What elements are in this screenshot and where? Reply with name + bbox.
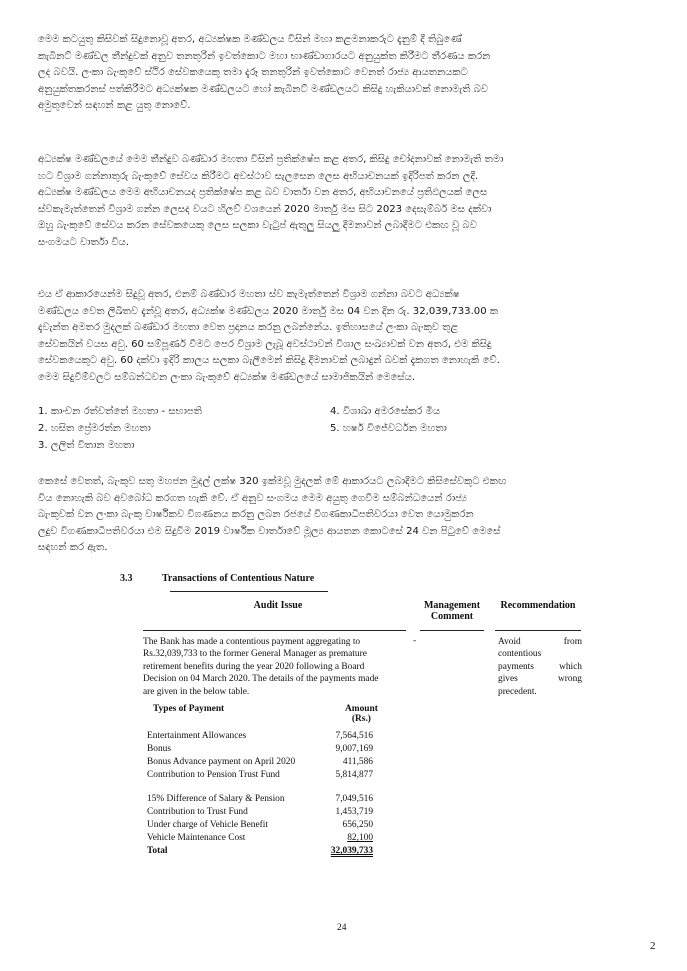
paragraph-3 xyxy=(38,287,654,387)
table-row xyxy=(147,770,387,782)
paragraph-line: සඳහන් කර ඇත. xyxy=(38,542,108,554)
issue-line: are given in the below table. xyxy=(143,686,250,697)
recommendation-rule xyxy=(495,630,581,631)
payment-type: Bonus xyxy=(147,744,171,754)
payment-type: Under charge of Vehicle Benefit xyxy=(147,820,268,830)
payment-type: Entertainment Allowances xyxy=(147,731,247,741)
paragraph-1 xyxy=(38,32,654,115)
sheet-number: 2 xyxy=(650,940,656,952)
director-name: 5. හර්ෂ විජේවර්ධන මහතා xyxy=(330,423,447,434)
director-name: 3. ලලිත් විතාන මහතා xyxy=(38,440,135,451)
payment-type: Contribution to Trust Fund xyxy=(147,807,248,817)
paragraph-line: එය ඒ ආකාරයෙන්ම සිදුවූ අතර, එනම් බණ්ඩාර මහතා ස්ව කැමැත්තෙන් විශ්‍රාම ගන්නා බවට අධ්‍යක්ෂ xyxy=(38,289,460,300)
header-line: (Rs.) xyxy=(351,714,371,724)
payment-amount: 5,814,877 xyxy=(335,770,373,780)
total-label: Total xyxy=(147,846,168,856)
paragraph-line: ස්වකැමැත්තෙන් විශ්‍රාම ගන්න ලෙසද වයට හිලව් වශයෙන් 2020 මාර්තු මස සිට 2023 දෙසැම්බර් මස දක්වා xyxy=(38,203,492,215)
payment-amount: 82,100 xyxy=(347,833,373,843)
payment-type: Bonus Advance payment on April 2020 xyxy=(147,757,296,767)
payment-amount: 9,007,169 xyxy=(335,744,373,754)
payment-amount: 7,564,516 xyxy=(335,731,373,741)
paragraph-line: සංගමයට වාර්තා විය. xyxy=(38,236,130,248)
table-row xyxy=(147,833,387,845)
paragraph-line: අධ්‍යක්ෂ මණ්ඩලයේ මෙම තීන්දුව බණ්ඩාර මහතා විසින් ප්‍රතික්ෂේප කළ අතර, කිසිදු චෝදනාවක් නොමැති තමා xyxy=(38,154,504,165)
recommendation-line: precedent. xyxy=(498,686,537,697)
director-name: 1. කාංචන රත්වත්තේ මහතා - සභාපති xyxy=(38,406,202,417)
payment-type: Contribution to Pension Trust Fund xyxy=(147,770,280,780)
management-comment-header xyxy=(413,600,491,622)
paragraph-2 xyxy=(38,152,654,252)
paragraph-line: දැවැන්ත අමතර මුදලක් බණ්ඩාර මහතා වෙත ප්‍රදානය කරනු ලබන්නේය. ඉතිහාසයේ ලංකා බැංකුව තුළ xyxy=(38,322,459,334)
recommendation-line: gives wrong xyxy=(498,674,582,685)
payment-amount: 656,250 xyxy=(342,820,373,830)
paragraph-line: සේවකයින් වයස අවු. 60 සම්පූර්ණ වීමට පෙර විශ්‍රාම ලැබූ අවස්ථාවන් විශාල සංඛ්‍යාවක් වන අතර, එම කිසිදු xyxy=(38,338,492,350)
director-name: 2. හසිත ප්‍රේමරත්න මහතා xyxy=(38,423,151,434)
paragraph-line: මෙම සිදුවීම්වලට සම්බන්ධවන ලංකා බැංකුවේ අධ්‍යක්ෂ මණ්ඩලයේ සාමාජිකයින් මෙසේය. xyxy=(38,371,416,383)
paragraph-line: අමුතුවෙන් සඳහන් කළ යුතු නොවේ. xyxy=(38,100,191,112)
header-line: Comment xyxy=(430,611,474,622)
management-comment-text: - xyxy=(413,636,417,646)
table-total-row xyxy=(147,846,387,858)
paragraph-line: ලදුව විගණකාධිපතිවරයා එම සිදුවීම 2019 වාර්ෂික වාර්තාවේ මූල්‍ය ආයතන කොටසේ 24 වන පිටුවේ මෙසේ xyxy=(38,525,501,537)
section-title: Transactions of Contentious Nature xyxy=(162,573,315,584)
table-row xyxy=(147,820,387,832)
paragraph-4 xyxy=(38,474,654,557)
payment-amount: 1,453,719 xyxy=(335,807,373,817)
audit-issue-header: Audit Issue xyxy=(253,600,303,611)
paragraph-line: කැබිනට් මණ්ඩල තීන්දුවක් අනුව තනතුරින් ඉවත්කොට මහා භාණ්ඩාගාරයට අනුයුක්ත කිරීමට තීරණය කරන xyxy=(38,50,491,62)
header-line: Management xyxy=(423,600,481,611)
header-line: Amount xyxy=(345,704,378,714)
issue-line: retirement benefits during the year 2020 following a Board xyxy=(143,661,365,672)
table-row xyxy=(147,731,387,743)
paragraph-line: හට විශ්‍රාම ගන්නාතුරු බැංකුවේ සේවය කිරීමට අවස්ථාව සැලසෙන ලෙස අභියාචනයක් ඉදිරිපත් කරන ලදී. xyxy=(38,170,479,182)
payment-amount: 7,049,516 xyxy=(335,794,373,804)
audit-issue-text xyxy=(143,636,413,698)
issue-line: Rs.32,039,733 to the former General Manager as premature xyxy=(143,649,367,660)
amount-header xyxy=(345,704,378,724)
table-row xyxy=(147,744,387,756)
paragraph-line: විය නොහැකි බව අවබෝධ කරගත හැකි වේ. ඒ අනුව සංගමය මෙම අයුතු ගෙවීම සම්බන්ධයෙන් රාජ්‍ය xyxy=(38,492,468,504)
recommendation-line: Avoid from xyxy=(498,637,582,647)
report-page-number: 24 xyxy=(337,923,347,933)
issue-line: The Bank has made a contentious payment aggregating to xyxy=(143,637,361,647)
paragraph-line: බැංකුවක් වන ලංකා බැංකු වාර්ෂිකව විගණනය කරනු ලබන රජයේ විගණකාධිපතිවරයා වෙත යොමුකරන xyxy=(38,509,474,521)
paragraph-line: මෙම කටයුතු කිසිවක් සිදුනොවූ අතර, අධ්‍යක්ෂක මණ්ඩලය විසින් මහා කළමනාකරුට දැනුම් දී තිබුණේ xyxy=(38,34,462,45)
table-row xyxy=(147,757,387,769)
payment-type: 15% Difference of Salary & Pension xyxy=(147,794,285,804)
total-amount: 32,039,733 xyxy=(330,846,373,856)
paragraph-line: ලද බවයි. ලංකා බැංකුවේ ස්ථිර සේවකයෙකු තමා දැරූ තනතුරින් ඉවත්කොට වෙනත් රාජ්‍ය ආයතනයකට xyxy=(38,67,468,79)
paragraph-line: මණ්ඩලය වෙත ලිඛිතව දැන්වූ අතර, අධ්‍යක්ෂ මණ්ඩලය 2020 මාර්තු මස 04 වන දින රු. 32,039,733.00 ක xyxy=(38,305,499,317)
management-comment-rule xyxy=(420,630,484,631)
payment-type-header: Types of Payment xyxy=(153,704,225,714)
paragraph-line: ඔහු බැංකුවේ සේවය කරන සේවකයෙකු ලෙස සලකා වැටුප් ඇතුලු සියලු දීමනාවන් ලබාදීමට එකඟ වූ බව xyxy=(38,220,477,232)
table-row xyxy=(147,794,387,806)
recommendation-line: contentious xyxy=(498,649,542,660)
recommendation-text xyxy=(498,636,582,698)
paragraph-line: කෙසේ වෙතත්, බැංකුව සතු මහජන මුදල් ලක්ෂ 320 ඉක්මවූ මුදලක් මේ ආකාරයට ලබාදීමට කිසිසේවකුට එකඟ xyxy=(38,476,507,487)
recommendation-header: Recommendation xyxy=(500,600,576,611)
paragraph-line: සේවකයෙකුට අවු. 60 දක්වා ඉදිරි කාලය සලකා බැලීමෙන් කිසිදු දීමනාවක් ලබාදුන් බවක් දැකගත නොහැකි වේ. xyxy=(38,355,500,367)
section-title-underline xyxy=(170,591,328,592)
section-number: 3.3 xyxy=(120,573,133,584)
payment-type: Vehicle Maintenance Cost xyxy=(147,833,246,843)
paragraph-line: අනුයුක්තකරනස් පත්කිරීමට අධ්‍යක්ෂක මණ්ඩලයට හෝ කැබිනට් මණ්ඩලයට කිසිදු හැකියාවක් නොමැති බව xyxy=(38,83,489,95)
audit-issue-rule xyxy=(143,630,406,631)
recommendation-line: payments which xyxy=(498,661,582,672)
paragraph-line: අධ්‍යක්ෂ මණ්ඩලය මෙම අභියාචනයද ප්‍රතික්ෂේප කළ බව වාර්තා වන අතර, අභියාචනයේ ප්‍රතිඵලයක් ලෙස xyxy=(38,187,488,199)
director-name: 4. විශාඛා අමරසේකර මිය xyxy=(330,406,441,417)
issue-line: Decision on 04 March 2020. The details of the payments made xyxy=(143,674,379,685)
payment-amount: 411,586 xyxy=(342,757,373,767)
table-row xyxy=(147,807,387,819)
